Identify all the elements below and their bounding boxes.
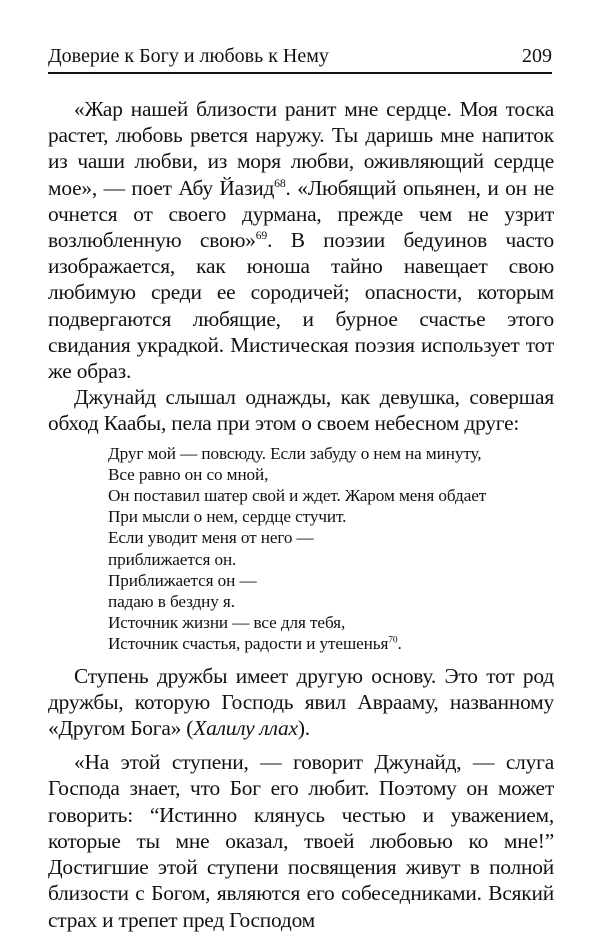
paragraph-1-text-c: . В поэзии бедуинов часто изображается, как юноша тайно навещает свою любимую среди ее сородичей; опасности, которым подвергаются любящие, и бурное счастье этого свидания украдкой. Мистическая поэзия использует тот же образ.	[48, 228, 554, 384]
verse-line: приближается он.	[108, 549, 237, 569]
paragraph-1-text-b: . «Любящий опьянен, и он не очнется от своего дурмана, прежде чем не узрит возлюбленную свою»	[48, 175, 554, 253]
footnote-ref-70: 70	[388, 635, 398, 646]
verse-line: Он поставил шатер свой и ждет. Жаром меня обдает	[108, 486, 487, 506]
verse-line: Приближается он —	[108, 570, 257, 590]
paragraph-1	[48, 96, 554, 384]
footnote-ref-68: 68	[274, 176, 286, 190]
page-number: 209	[522, 45, 552, 67]
verse-line: Все равно он со мной,	[108, 464, 269, 484]
paragraph-3-italic-term: Халилу ллах	[193, 716, 298, 741]
verse-line-last	[108, 633, 554, 654]
verse-block	[108, 443, 554, 655]
paragraph-3-text-b: ).	[297, 716, 310, 741]
paragraph-3	[48, 663, 554, 742]
verse-line: Источник жизни — все для тебя,	[108, 613, 346, 633]
verse-last-text: Источник счастья, радости и утешенья	[108, 634, 389, 654]
verse-line: падаю в бездну я.	[108, 592, 235, 612]
verse-line: При мысли о нем, сердце стучит.	[108, 507, 347, 527]
verse-last-end: .	[397, 634, 402, 654]
running-header	[48, 44, 552, 74]
footnote-ref-69: 69	[255, 228, 268, 242]
paragraph-3-text-a: Ступень дружбы имеет другую основу. Это тот род дружбы, которую Господь явил Аврааму, названному «Другом Бога» (	[48, 663, 554, 741]
paragraph-4: «На этой ступени, — говорит Джунайд, — слуга Господа знает, что Бог его любит. Поэтому он может говорить: “Истинно клянусь честью и уважением, которые ты мне оказал, твоей любовью ко мне!” Достигшие этой ступени посвящения живут в полной близости с Богом, являются его собеседниками. Всякий страх и трепет пред Господом	[48, 750, 554, 932]
paragraph-2: Джунайд слышал однажды, как девушка, совершая обход Каабы, пела при этом о своем небесном друге:	[48, 385, 554, 436]
paragraph-1-text-a: «Жар нашей близости ранит мне сердце. Моя тоска растет, любовь рвется наружу. Ты даришь мне напиток из чаши любви, из моря любви, оживляющий сердце мое», — поет Абу Йазид	[48, 97, 554, 200]
body-text	[48, 96, 554, 933]
verse-line: Друг мой — повсюду. Если забуду о нем на минуту,	[108, 443, 482, 463]
verse-line: Если уводит меня от него —	[108, 528, 314, 548]
header-title: Доверие к Богу и любовь к Нему	[48, 45, 329, 67]
